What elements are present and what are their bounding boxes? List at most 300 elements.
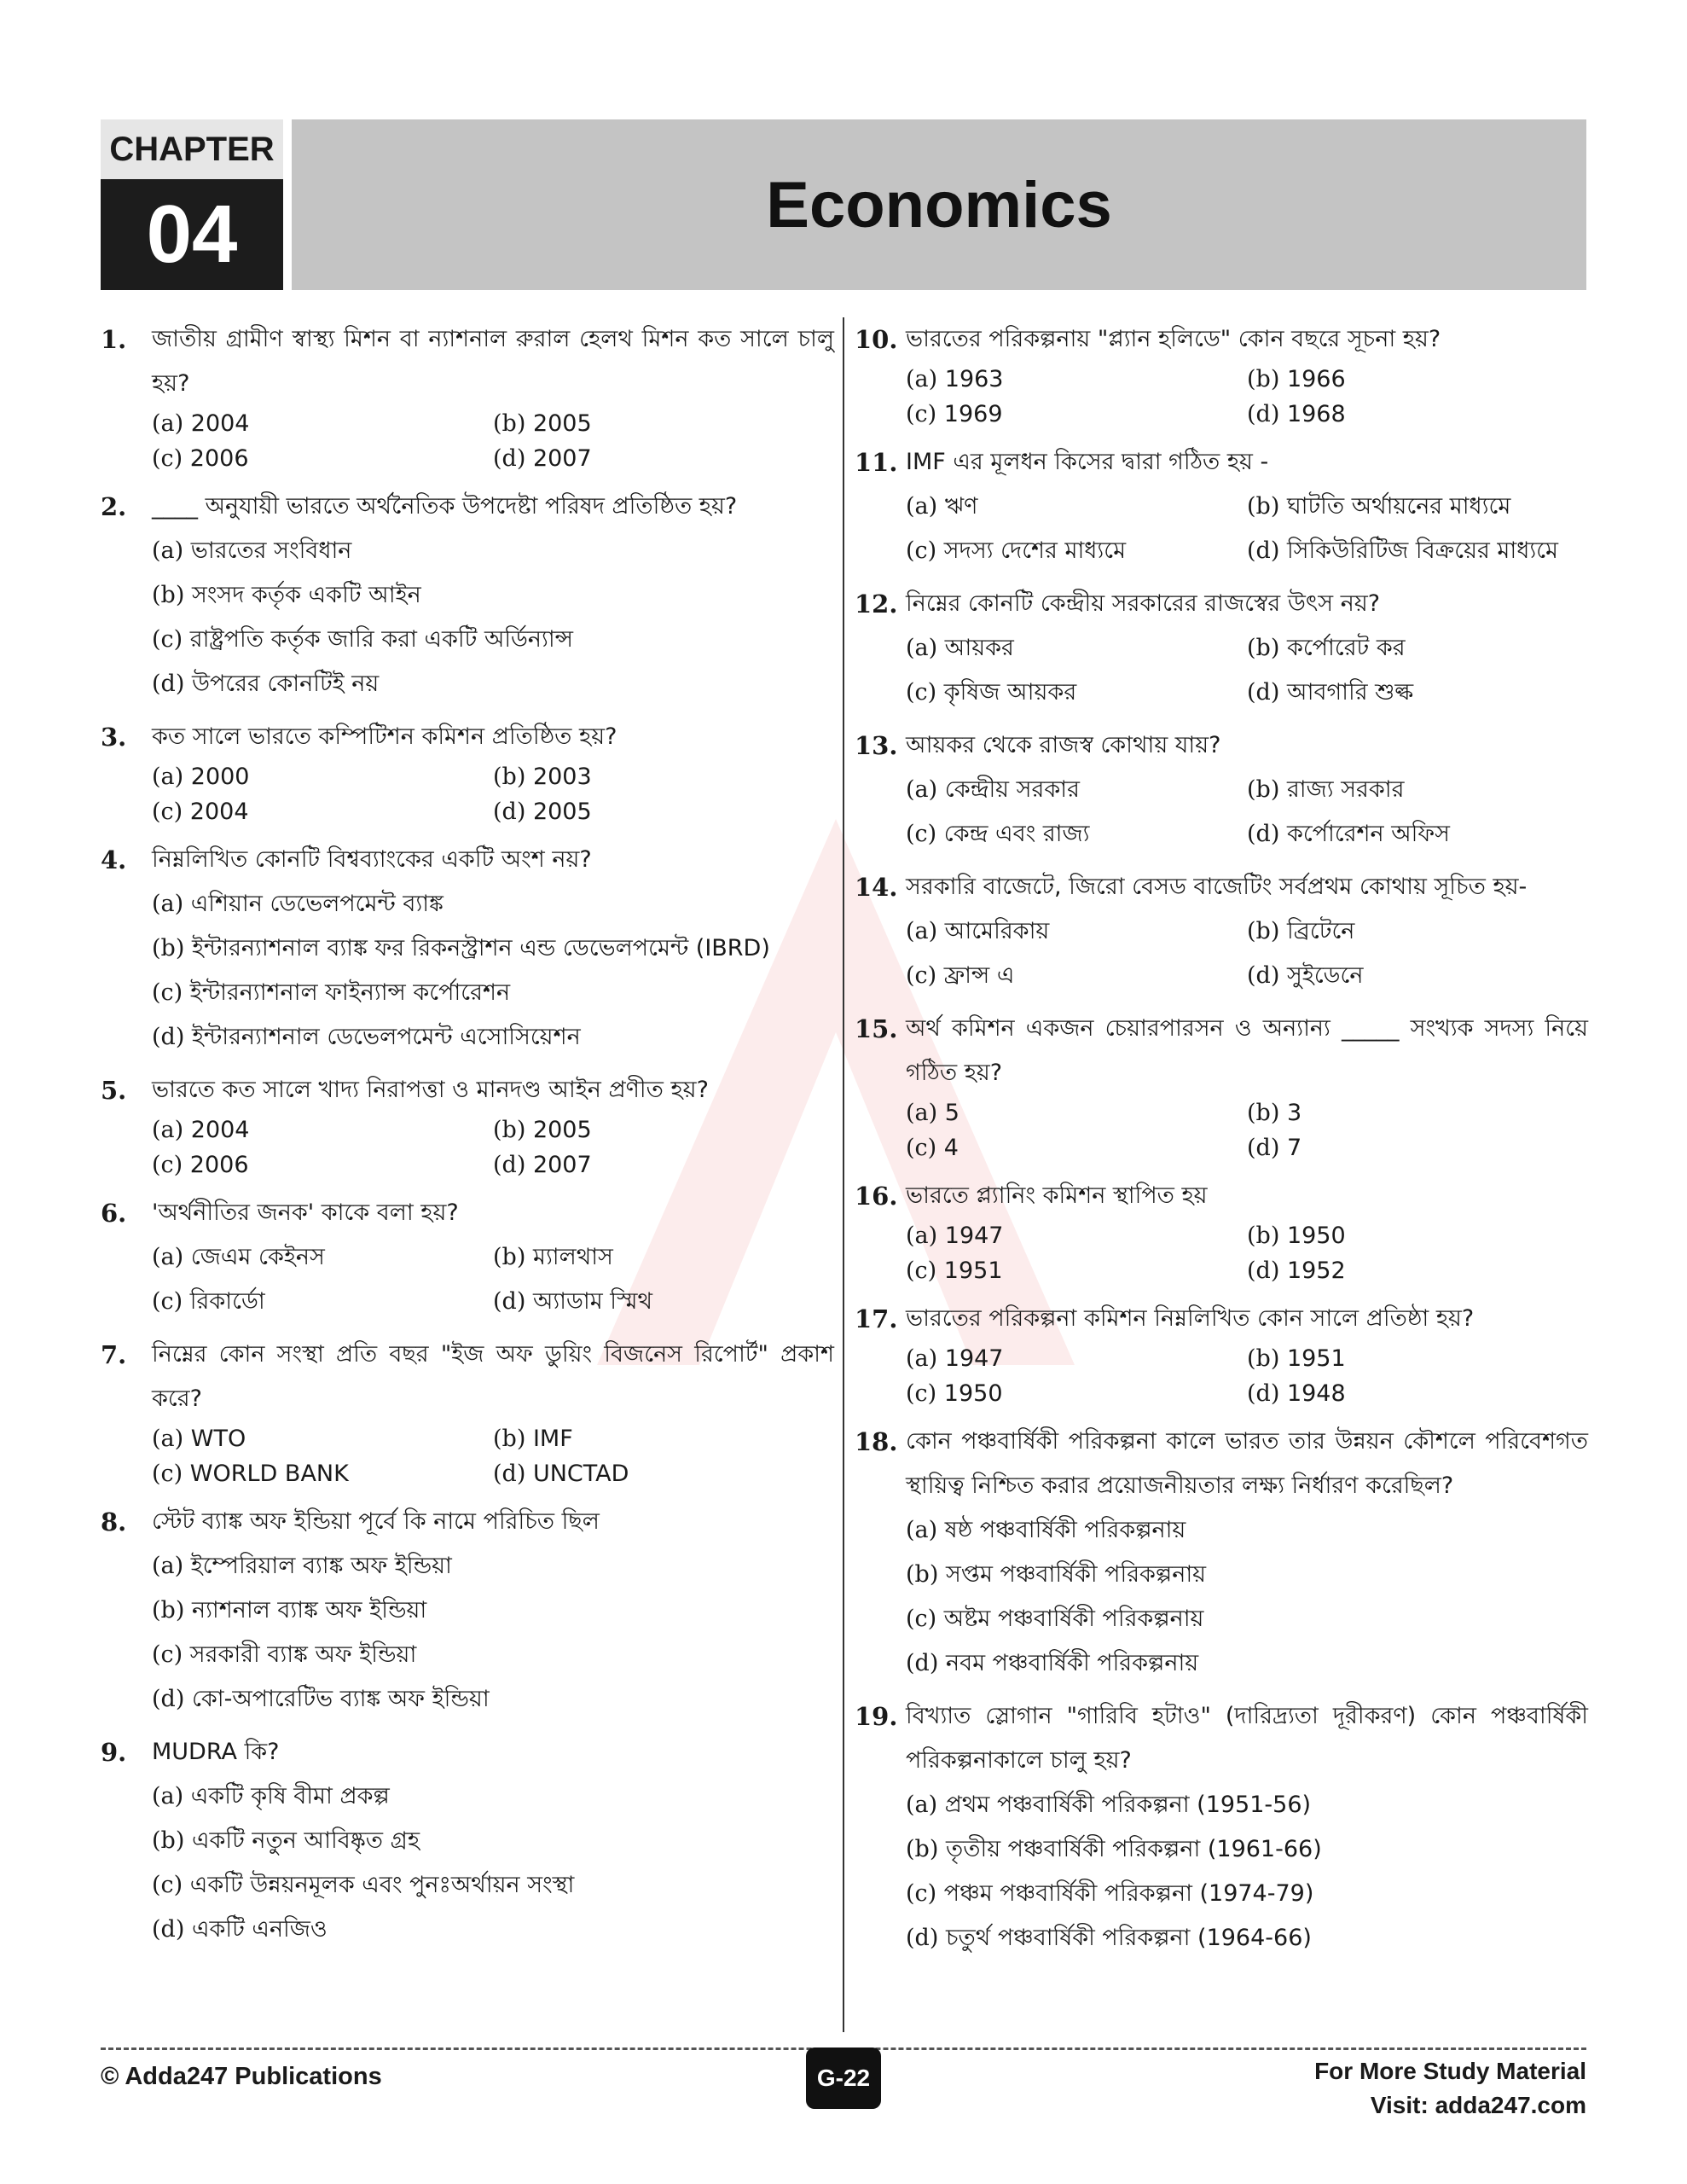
option-text: WORLD BANK	[189, 1461, 349, 1487]
answer-option[interactable]	[493, 1112, 834, 1147]
answer-option[interactable]	[152, 1589, 834, 1633]
option-text: UNCTAD	[532, 1461, 629, 1487]
answer-option[interactable]	[1247, 768, 1588, 812]
option-text: ফ্রান্স এ	[943, 962, 1015, 989]
question-number: 6.	[101, 1199, 127, 1228]
question-number: 8.	[101, 1507, 127, 1536]
question-number: 3.	[101, 723, 127, 752]
question-text: স্টেট ব্যাঙ্ক অফ ইন্ডিয়া পূর্বে কি নামে পরিচিত ছিল	[152, 1508, 600, 1535]
option-text: সিকিউরিটিজ বিক্রয়ের মাধ্যমে	[1286, 537, 1559, 564]
answer-option[interactable]	[152, 1633, 834, 1677]
answer-option[interactable]	[906, 1218, 1247, 1253]
option-label: (a)	[906, 635, 938, 661]
question-item	[101, 1191, 834, 1324]
option-label: (b)	[152, 935, 185, 961]
answer-option[interactable]	[906, 1783, 1588, 1827]
option-text: একটি নতুন আবিষ্কৃত গ্রহ	[191, 1827, 420, 1854]
option-label: (b)	[493, 1426, 526, 1452]
answer-option[interactable]	[493, 759, 834, 794]
option-label: (c)	[152, 1288, 183, 1315]
answer-option[interactable]	[152, 406, 493, 441]
options-list	[906, 1341, 1588, 1411]
answer-option[interactable]	[906, 812, 1247, 857]
options-list	[152, 1112, 834, 1182]
option-text: 2007	[532, 445, 592, 472]
answer-option[interactable]	[1247, 529, 1588, 573]
option-text: 7	[1286, 1135, 1302, 1161]
question-item	[101, 485, 834, 706]
answer-option[interactable]	[906, 1597, 1588, 1641]
option-text: 1948	[1286, 1380, 1346, 1407]
option-label: (a)	[906, 366, 938, 392]
left-question-column	[101, 317, 834, 1960]
option-text: 2004	[189, 799, 249, 825]
answer-option[interactable]	[906, 1130, 1247, 1165]
question-text: ____ অনুযায়ী ভারতে অর্থনৈতিক উপদেষ্টা পরিষদ প্রতিষ্ঠিত হয়?	[152, 493, 738, 520]
option-label: (a)	[152, 410, 184, 437]
option-text: কেন্দ্র এবং রাজ্য	[943, 821, 1090, 847]
option-text: কৃষিজ আয়কর	[943, 679, 1077, 706]
answer-option[interactable]	[1247, 397, 1588, 432]
answer-option[interactable]	[152, 573, 834, 618]
option-text: 2004	[190, 410, 250, 437]
option-text: নবম পঞ্চবার্ষিকী পরিকল্পনায়	[945, 1650, 1199, 1676]
option-label: (b)	[493, 764, 526, 790]
question-text: ভারতের পরিকল্পনায় "প্ল্যান হলিডে" কোন বছরে সূচনা হয়?	[906, 326, 1441, 352]
question-text: ভারতের পরিকল্পনা কমিশন নিম্নলিখিত কোন সালে প্রতিষ্ঠা হয়?	[906, 1305, 1475, 1332]
option-text: 2005	[532, 410, 592, 437]
question-number: 13.	[855, 731, 898, 760]
answer-option[interactable]	[493, 406, 834, 441]
option-text: 1950	[943, 1380, 1003, 1407]
question-text: বিখ্যাত স্লোগান "গারিবি হটাও" (দারিদ্র্যতা দূরীকরণ) কোন পঞ্চবার্ষিকী পরিকল্পনাকালে চালু হয়?	[906, 1703, 1588, 1774]
option-text: কর্পোরেট কর	[1286, 635, 1406, 661]
option-label: (b)	[1247, 776, 1280, 803]
option-text: 2005	[532, 799, 592, 825]
option-text: ন্যাশনাল ব্যাঙ্ক অফ ইন্ডিয়া	[191, 1597, 427, 1623]
option-text: ইন্টারন্যাশনাল ডেভেলপমেন্ট এসোসিয়েশন	[191, 1024, 581, 1050]
question-text: অর্থ কমিশন একজন চেয়ারপারসন ও অন্যান্য _____ সংখ্যক সদস্য নিয়ে গঠিত হয়?	[906, 1015, 1588, 1086]
option-label: (a)	[152, 1426, 184, 1452]
option-text: 1947	[944, 1345, 1004, 1372]
option-label: (b)	[1247, 493, 1280, 520]
option-text: 2006	[189, 1152, 249, 1178]
answer-option[interactable]	[1247, 812, 1588, 857]
option-label: (d)	[152, 1024, 185, 1050]
answer-option[interactable]	[152, 1677, 834, 1722]
answer-option[interactable]	[152, 1112, 493, 1147]
option-text: ষষ্ঠ পঞ্চবার্ষিকী পরিকল্পনায়	[944, 1517, 1186, 1543]
option-text: কেন্দ্রীয় সরকার	[944, 776, 1080, 803]
answer-option[interactable]	[152, 1421, 493, 1456]
option-text: ঋণ	[944, 493, 978, 520]
option-label: (b)	[493, 1244, 526, 1270]
option-text: অ্যাডাম স্মিথ	[532, 1288, 652, 1315]
question-number: 4.	[101, 845, 127, 874]
option-label: (d)	[906, 1650, 939, 1676]
options-list	[152, 1235, 834, 1324]
options-list	[906, 1508, 1588, 1686]
answer-option[interactable]	[1247, 1130, 1588, 1165]
option-label: (d)	[906, 1925, 939, 1951]
option-text: 1966	[1286, 366, 1346, 392]
option-label: (a)	[906, 1517, 938, 1543]
option-label: (c)	[906, 401, 937, 427]
answer-option[interactable]	[152, 662, 834, 706]
options-list	[906, 1095, 1588, 1165]
option-label: (d)	[152, 1916, 185, 1943]
answer-option[interactable]	[1247, 626, 1588, 671]
option-label: (c)	[906, 537, 937, 564]
answer-option[interactable]	[152, 971, 834, 1015]
answer-option[interactable]	[1247, 1341, 1588, 1376]
options-list	[152, 406, 834, 476]
options-list	[906, 626, 1588, 715]
option-label: (d)	[152, 1686, 185, 1712]
option-text: সদস্য দেশের মাধ্যমে	[943, 537, 1127, 564]
question-text: আয়কর থেকে রাজস্ব কোথায় যায়?	[906, 732, 1221, 758]
options-list	[906, 485, 1588, 573]
answer-option[interactable]	[906, 909, 1247, 954]
option-label: (d)	[493, 1288, 526, 1315]
option-label: (a)	[906, 918, 938, 944]
option-label: (a)	[906, 1345, 938, 1372]
option-text: 1947	[944, 1223, 1004, 1249]
question-number: 10.	[855, 325, 898, 354]
option-text: 2007	[532, 1152, 592, 1178]
option-text: অষ্টম পঞ্চবার্ষিকী পরিকল্পনায়	[943, 1606, 1204, 1632]
options-list	[152, 1774, 834, 1952]
option-text: 2003	[532, 764, 592, 790]
answer-option[interactable]	[493, 1456, 834, 1491]
right-question-column	[855, 317, 1588, 1969]
option-text: 4	[943, 1135, 959, 1161]
option-label: (a)	[152, 537, 184, 564]
option-text: WTO	[190, 1426, 246, 1452]
question-text: কত সালে ভারতে কম্পিটিশন কমিশন প্রতিষ্ঠিত হয়?	[152, 723, 617, 750]
answer-option[interactable]	[1247, 1253, 1588, 1288]
question-number: 9.	[101, 1738, 127, 1767]
option-text: 1951	[943, 1258, 1003, 1284]
footer-promo-link[interactable]: Visit: adda247.com	[1370, 2092, 1586, 2118]
option-label: (b)	[1247, 918, 1280, 944]
answer-option[interactable]	[906, 1376, 1247, 1411]
answer-option[interactable]	[906, 485, 1247, 529]
option-label: (b)	[1247, 1223, 1280, 1249]
option-text: প্রথম পঞ্চবার্ষিকী পরিকল্পনা (1951-56)	[944, 1792, 1312, 1818]
option-text: 1963	[944, 366, 1004, 392]
chapter-label: CHAPTER	[101, 119, 283, 179]
option-label: (a)	[152, 1783, 184, 1809]
answer-option[interactable]	[906, 397, 1247, 432]
option-label: (c)	[152, 799, 183, 825]
option-text: 1969	[943, 401, 1003, 427]
footer-copyright: © Adda247 Publications	[101, 2063, 382, 2090]
option-text: কো-অপারেটিভ ব্যাঙ্ক অফ ইন্ডিয়া	[191, 1686, 490, 1712]
answer-option[interactable]	[152, 1147, 493, 1182]
answer-option[interactable]	[152, 1908, 834, 1952]
question-item	[855, 1007, 1588, 1165]
option-text: রাষ্ট্রপতি কর্তৃক জারি করা একটি অর্ডিন্যান্স	[189, 626, 573, 653]
question-text: IMF এর মূলধন কিসের দ্বারা গঠিত হয় -	[906, 449, 1269, 475]
answer-option[interactable]	[906, 954, 1247, 998]
question-text: ভারতে কত সালে খাদ্য নিরাপত্তা ও মানদণ্ড আইন প্রণীত হয়?	[152, 1077, 709, 1103]
question-item	[855, 582, 1588, 715]
option-text: IMF	[532, 1426, 573, 1452]
option-text: 1950	[1286, 1223, 1346, 1249]
option-label: (b)	[906, 1561, 939, 1588]
question-text: ভারতে প্ল্যানিং কমিশন স্থাপিত হয়	[906, 1182, 1208, 1209]
question-text: নিম্নলিখিত কোনটি বিশ্বব্যাংকের একটি অংশ নয়?	[152, 846, 592, 873]
option-label: (c)	[152, 1152, 183, 1178]
answer-option[interactable]	[152, 926, 834, 971]
option-label: (c)	[152, 445, 183, 472]
question-item	[855, 317, 1588, 432]
option-label: (d)	[493, 799, 526, 825]
answer-option[interactable]	[152, 1544, 834, 1589]
answer-option[interactable]	[1247, 671, 1588, 715]
option-text: ব্রিটেনে	[1286, 918, 1355, 944]
answer-option[interactable]	[1247, 1095, 1588, 1130]
answer-option[interactable]	[1247, 1218, 1588, 1253]
answer-option[interactable]	[152, 1456, 493, 1491]
options-list	[906, 362, 1588, 432]
footer-promo-line1: For More Study Material	[1314, 2058, 1586, 2084]
answer-option[interactable]	[906, 1553, 1588, 1597]
answer-option[interactable]	[493, 1280, 834, 1324]
answer-option[interactable]	[493, 1235, 834, 1280]
option-label: (c)	[906, 1135, 937, 1161]
question-item	[855, 1694, 1588, 1960]
question-number: 7.	[101, 1340, 127, 1369]
option-label: (a)	[152, 764, 184, 790]
answer-option[interactable]	[152, 1774, 834, 1819]
option-text: তৃতীয় পঞ্চবার্ষিকী পরিকল্পনা (1961-66)	[945, 1836, 1322, 1862]
question-number: 5.	[101, 1076, 127, 1105]
question-item	[101, 1333, 834, 1491]
option-text: 2005	[532, 1117, 592, 1143]
option-text: সরকারী ব্যাঙ্ক অফ ইন্ডিয়া	[189, 1641, 417, 1668]
option-label: (c)	[152, 1461, 183, 1487]
answer-option[interactable]	[1247, 362, 1588, 397]
question-item	[101, 1730, 834, 1952]
option-label: (a)	[906, 1100, 938, 1126]
answer-option[interactable]	[906, 362, 1247, 397]
option-label: (d)	[1247, 1135, 1280, 1161]
option-text: একটি কৃষি বীমা প্রকল্প	[190, 1783, 390, 1809]
question-number: 12.	[855, 590, 898, 619]
question-item	[101, 1068, 834, 1182]
question-text: 'অর্থনীতির জনক' কাকে বলা হয়?	[152, 1199, 459, 1226]
question-item	[101, 317, 834, 476]
option-label: (d)	[493, 445, 526, 472]
option-text: 1968	[1286, 401, 1346, 427]
answer-option[interactable]	[906, 529, 1247, 573]
option-label: (b)	[1247, 635, 1280, 661]
question-text: নিম্নের কোন সংস্থা প্রতি বছর "ইজ অফ ডুয়িং বিজনেস রিপোর্ট" প্রকাশ করে?	[152, 1341, 834, 1412]
question-number: 2.	[101, 492, 127, 521]
option-text: জেএম কেইনস	[190, 1244, 325, 1270]
option-label: (d)	[1247, 537, 1280, 564]
option-text: ম্যালথাস	[532, 1244, 613, 1270]
option-text: 5	[944, 1100, 959, 1126]
option-label: (c)	[906, 1380, 937, 1407]
question-item	[855, 1420, 1588, 1686]
option-label: (a)	[906, 1223, 938, 1249]
question-item	[855, 723, 1588, 857]
answer-option[interactable]	[493, 1147, 834, 1182]
option-label: (b)	[1247, 1100, 1280, 1126]
answer-option[interactable]	[906, 1872, 1588, 1916]
answer-option[interactable]	[152, 1863, 834, 1908]
answer-option[interactable]	[152, 882, 834, 926]
question-number: 15.	[855, 1014, 898, 1043]
option-text: উপরের কোনটিই নয়	[191, 671, 380, 697]
answer-option[interactable]	[1247, 954, 1588, 998]
option-label: (a)	[152, 1117, 184, 1143]
question-text: নিম্নের কোনটি কেন্দ্রীয় সরকারের রাজস্বের উৎস নয়?	[906, 590, 1381, 617]
answer-option[interactable]	[152, 618, 834, 662]
option-label: (b)	[493, 1117, 526, 1143]
question-text: MUDRA কি?	[152, 1739, 280, 1765]
option-text: সপ্তম পঞ্চবার্ষিকী পরিকল্পনায়	[945, 1561, 1207, 1588]
option-text: ইন্টারন্যাশনাল ব্যাঙ্ক ফর রিকনস্ট্রাশন এন্ড ডেভেলপমেন্ট (IBRD)	[191, 935, 770, 961]
answer-option[interactable]	[1247, 909, 1588, 954]
options-list	[152, 1421, 834, 1491]
options-list	[906, 768, 1588, 857]
answer-option[interactable]	[493, 1421, 834, 1456]
question-text: সরকারি বাজেটে, জিরো বেসড বাজেটিং সর্বপ্রথম কোথায় সূচিত হয়-	[906, 874, 1528, 900]
option-text: 2006	[189, 445, 249, 472]
question-number: 17.	[855, 1304, 898, 1333]
option-label: (c)	[906, 679, 937, 706]
option-text: রিকার্ডো	[189, 1288, 265, 1315]
question-text: কোন পঞ্চবার্ষিকী পরিকল্পনা কালে ভারত তার উন্নয়ন কৌশলে পরিবেশগত স্থায়িত্ব নিশ্চিত করার প্রয়োজনীয়তার লক্ষ্য নির্ধারণ করেছিল?	[906, 1428, 1588, 1499]
option-label: (c)	[152, 626, 183, 653]
answer-option[interactable]	[906, 1641, 1588, 1686]
question-item	[101, 715, 834, 829]
answer-option[interactable]	[906, 626, 1247, 671]
chapter-number: 04	[101, 179, 283, 290]
question-item	[855, 865, 1588, 998]
answer-option[interactable]	[906, 1341, 1247, 1376]
answer-option[interactable]	[152, 1015, 834, 1060]
option-label: (b)	[906, 1836, 939, 1862]
question-text: জাতীয় গ্রামীণ স্বাস্থ্য মিশন বা ন্যাশনাল রুরাল হেলথ মিশন কত সালে চালু হয়?	[152, 326, 834, 397]
question-item	[855, 1297, 1588, 1411]
answer-option[interactable]	[152, 1235, 493, 1280]
option-label: (a)	[152, 1244, 184, 1270]
option-text: সংসদ কর্তৃক একটি আইন	[191, 582, 421, 608]
options-list	[152, 529, 834, 706]
option-label: (a)	[152, 1553, 184, 1579]
option-text: ঘাটতি অর্থায়নের মাধ্যমে	[1286, 493, 1511, 520]
question-item	[855, 440, 1588, 573]
answer-option[interactable]	[493, 441, 834, 476]
option-text: কর্পোরেশন অফিস	[1286, 821, 1450, 847]
question-item	[101, 838, 834, 1060]
answer-option[interactable]	[152, 1819, 834, 1863]
answer-option[interactable]	[906, 1508, 1588, 1553]
option-label: (c)	[906, 1258, 937, 1284]
answer-option[interactable]	[906, 1253, 1247, 1288]
option-label: (c)	[906, 821, 937, 847]
option-label: (d)	[152, 671, 185, 697]
option-label: (b)	[152, 1597, 185, 1623]
option-label: (d)	[493, 1152, 526, 1178]
option-text: 2000	[190, 764, 250, 790]
options-list	[152, 1544, 834, 1722]
question-number: 18.	[855, 1427, 898, 1456]
answer-option[interactable]	[152, 759, 493, 794]
question-item	[855, 1174, 1588, 1288]
option-text: আবগারি শুল্ক	[1286, 679, 1414, 706]
footer-promo	[1314, 2054, 1586, 2123]
option-text: আমেরিকায়	[944, 918, 1050, 944]
option-label: (d)	[1247, 1258, 1280, 1284]
option-text: 1951	[1286, 1345, 1346, 1372]
answer-option[interactable]	[493, 794, 834, 829]
option-label: (b)	[493, 410, 526, 437]
option-label: (b)	[152, 1827, 185, 1854]
chapter-title: Economics	[292, 119, 1586, 290]
answer-option[interactable]	[152, 441, 493, 476]
answer-option[interactable]	[906, 671, 1247, 715]
option-text: আয়কর	[944, 635, 1014, 661]
option-label: (b)	[1247, 366, 1280, 392]
answer-option[interactable]	[152, 529, 834, 573]
question-number: 14.	[855, 873, 898, 902]
options-list	[906, 909, 1588, 998]
option-label: (c)	[152, 1872, 183, 1898]
answer-option[interactable]	[906, 1095, 1247, 1130]
option-text: 2004	[190, 1117, 250, 1143]
option-text: একটি উন্নয়নমূলক এবং পুনঃঅর্থায়ন সংস্থা	[189, 1872, 575, 1898]
option-label: (d)	[493, 1461, 526, 1487]
option-text: রাজ্য সরকার	[1286, 776, 1405, 803]
options-list	[152, 882, 834, 1060]
option-label: (a)	[152, 891, 184, 917]
option-label: (a)	[906, 493, 938, 520]
option-text: 3	[1286, 1100, 1302, 1126]
option-label: (a)	[906, 776, 938, 803]
option-text: ইন্টারন্যাশনাল ফাইন্যান্স কর্পোরেশন	[189, 979, 511, 1006]
answer-option[interactable]	[906, 1916, 1588, 1960]
answer-option[interactable]	[1247, 1376, 1588, 1411]
question-number: 16.	[855, 1182, 898, 1211]
options-list	[906, 1218, 1588, 1288]
option-text: একটি এনজিও	[191, 1916, 328, 1943]
question-item	[101, 1500, 834, 1722]
option-text: 1952	[1286, 1258, 1346, 1284]
column-divider	[843, 317, 844, 2032]
answer-option[interactable]	[1247, 485, 1588, 529]
option-label: (a)	[906, 1792, 938, 1818]
answer-option[interactable]	[906, 1827, 1588, 1872]
option-label: (c)	[906, 962, 937, 989]
answer-option[interactable]	[152, 1280, 493, 1324]
options-list	[906, 1783, 1588, 1960]
answer-option[interactable]	[152, 794, 493, 829]
option-label: (d)	[1247, 401, 1280, 427]
option-label: (c)	[906, 1880, 937, 1907]
option-label: (c)	[152, 1641, 183, 1668]
option-label: (d)	[1247, 821, 1280, 847]
option-label: (b)	[152, 582, 185, 608]
answer-option[interactable]	[906, 768, 1247, 812]
option-label: (c)	[152, 979, 183, 1006]
option-label: (d)	[1247, 1380, 1280, 1407]
